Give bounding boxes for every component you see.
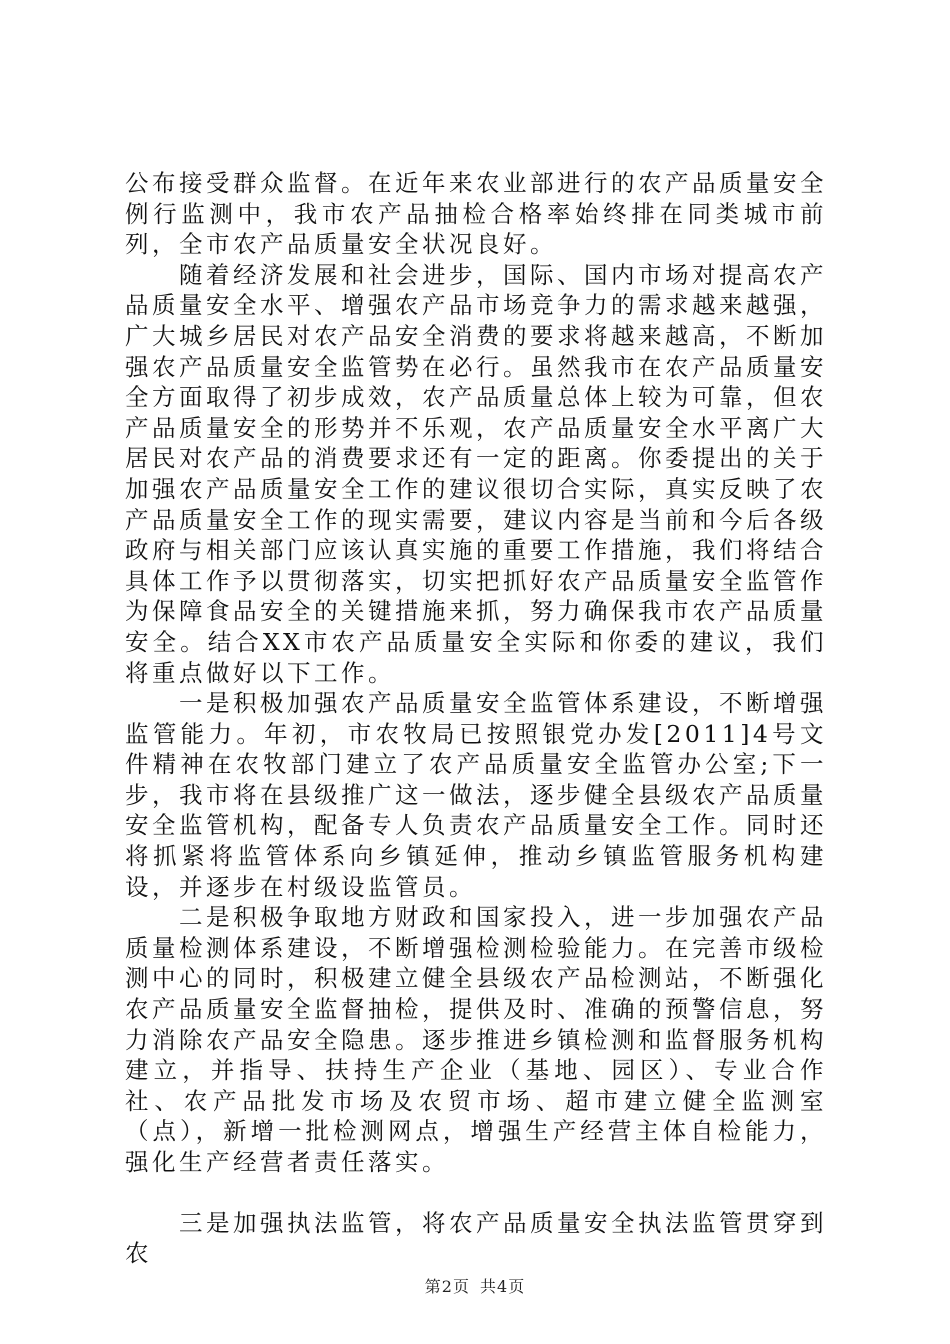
paragraph-measure-two: 二是积极争取地方财政和国家投入，进一步加强农产品质量检测体系建设，不断增强检测检验能力。在完善市级检测中心的同时，积极建立健全县级农产品检测站，不断强化农产品质量安全监督抽检，提供及时、准确的预警信息，努力消除农产品安全隐患。逐步推进乡镇检测和监督服务机构建立，并指导、扶持生产企业（基地、园区）、专业合作社、农产品批发市场及农贸市场、超市建立健全监测室（点），新增一批检测网点，增强生产经营主体自检能力，强化生产经营者责任落实。 <box>125 903 827 1176</box>
page-total: 共4页 <box>480 1277 526 1296</box>
paragraph-measure-one: 一是积极加强农产品质量安全监管体系建设，不断增强监管能力。年初，市农牧局已按照银党办发[2011]4号文件精神在农牧部门建立了农产品质量安全监管办公室;下一步，我市将在县级推广这一做法，逐步健全县级农产品质量安全监管机构，配备专人负责农产品质量安全工作。同时还将抓紧将监管体系向乡镇延伸，推动乡镇监管服务机构建设，并逐步在村级设监管员。 <box>125 689 827 901</box>
page-number: 第2页 <box>424 1277 470 1296</box>
paragraph-background: 随着经济发展和社会进步，国际、国内市场对提高农产品质量安全水平、增强农产品市场竞争力的需求越来越强，广大城乡居民对农产品安全消费的要求将越来越高，不断加强农产品质量安全监管势在必行。虽然我市在农产品质量安全方面取得了初步成效，农产品质量总体上较为可靠，但农产品质量安全的形势并不乐观，农产品质量安全水平离广大居民对农产品的消费要求还有一定的距离。你委提出的关于加强农产品质量安全工作的建议很切合实际，真实反映了农产品质量安全工作的现实需要，建议内容是当前和今后各级政府与相关部门应该认真实施的重要工作措施，我们将结合具体工作予以贯彻落实，切实把抓好农产品质量安全监管作为保障食品安全的关键措施来抓，努力确保我市农产品质量安全。结合XX市农产品质量安全实际和你委的建议，我们将重点做好以下工作。 <box>125 260 827 687</box>
document-body <box>125 168 827 1269</box>
page-footer <box>0 1274 950 1297</box>
paragraph-continuation: 公布接受群众监督。在近年来农业部进行的农产品质量安全例行监测中，我市农产品抽检合格率始终排在同类城市前列，全市农产品质量安全状况良好。 <box>125 169 827 259</box>
paragraph-measure-three: 三是加强执法监管，将农产品质量安全执法监管贯穿到农 <box>125 1208 827 1268</box>
